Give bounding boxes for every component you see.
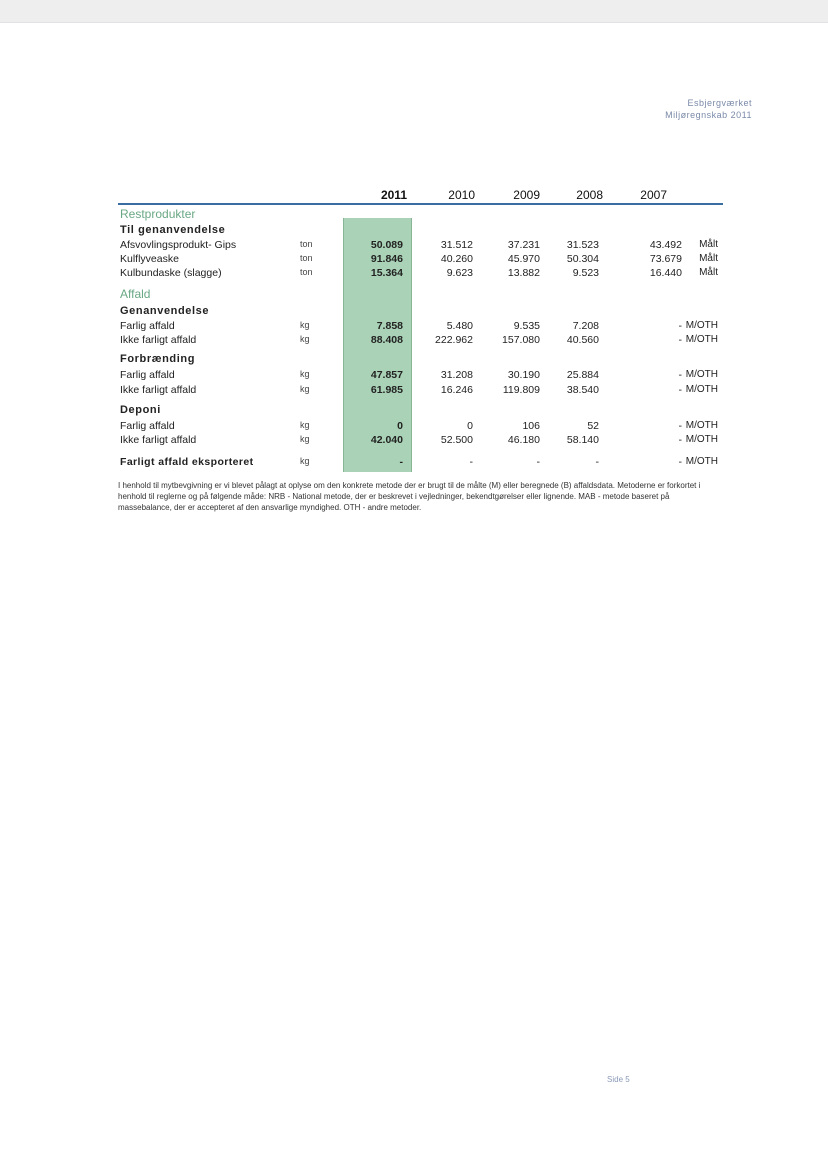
value-2007: - [678,420,682,432]
value-2008: 52 [587,420,599,432]
value-2009: 106 [522,420,540,432]
year-2008: 2008 [576,188,603,202]
value-2009: 9.535 [513,320,540,332]
value-2008: 25.884 [566,369,599,381]
value-2008: 58.140 [566,434,599,446]
value-2010: 31.208 [440,369,473,381]
row-label: Farlig affald [120,320,175,332]
value-2010: 40.260 [440,253,473,265]
value-2009: 119.809 [502,384,540,396]
row-label: Afsvovlingsprodukt- Gips [120,239,237,251]
value-2010: 0 [467,420,473,432]
value-2007: - [678,320,682,332]
value-2007: - [678,456,682,468]
value-2009: 46.180 [507,434,540,446]
value-2010: 5.480 [446,320,473,332]
row-method: M/OTH [685,320,718,331]
row-unit: kg [300,334,310,344]
section-affald: Affald [120,287,151,301]
value-2008: 50.304 [566,253,599,265]
value-2010: - [469,456,473,468]
value-2007: - [678,369,682,381]
value-2010: 222.962 [435,334,473,346]
value-2011: 15.364 [370,267,403,279]
row-unit: kg [300,320,310,330]
value-2011: 88.408 [370,334,403,346]
document-header [665,97,752,121]
scan-top-edge [0,0,828,23]
value-2008: 31.523 [566,239,599,251]
row-method: M/OTH [685,456,718,467]
value-2011: 47.857 [370,369,403,381]
value-2007: - [678,434,682,446]
table-row [0,434,828,447]
row-label: Ikke farligt affald [120,384,197,396]
table-row [0,456,828,469]
row-label: Farlig affald [120,369,175,381]
year-2007: 2007 [640,188,667,202]
year-2011: 2011 [380,188,407,202]
row-unit: kg [300,420,310,430]
value-2011: 0 [397,420,403,432]
value-2011: 50.089 [370,239,403,251]
value-2011: 61.985 [370,384,403,396]
value-2011: 42.040 [370,434,403,446]
row-unit: ton [300,253,313,263]
value-2010: 16.246 [440,384,473,396]
table-row [0,334,828,347]
section-restprodukter: Restprodukter [120,207,196,221]
row-unit: kg [300,384,310,394]
row-label: Kulbundaske (slagge) [120,267,222,279]
group-til-genanvendelse: Til genanvendelse [120,224,226,236]
row-method: M/OTH [685,420,718,431]
value-2007: 43.492 [649,239,682,251]
value-2009: 13.882 [507,267,540,279]
row-method: M/OTH [685,384,718,395]
value-2010: 9.623 [446,267,473,279]
row-label: Ikke farligt affald [120,334,197,346]
table-row [0,320,828,333]
group-forbraending: Forbrænding [120,353,196,365]
row-method: Målt [699,239,718,250]
value-2010: 31.512 [440,239,473,251]
value-2008: 9.523 [572,267,599,279]
row-method: M/OTH [685,334,718,345]
header-company: Esbjergværket [687,98,752,108]
value-2010: 52.500 [440,434,473,446]
value-2007: - [678,384,682,396]
table-row [0,420,828,433]
value-2009: 157.080 [502,334,540,346]
value-2011: - [399,456,403,468]
row-method: Målt [699,253,718,264]
value-2008: 7.208 [572,320,599,332]
row-method: M/OTH [685,434,718,445]
row-unit: kg [300,369,310,379]
year-2009: 2009 [513,188,540,202]
year-2010: 2010 [448,188,475,202]
page-number: Side 5 [607,1075,630,1084]
table-row [0,253,828,266]
table-row [0,384,828,397]
row-label: Farlig affald [120,420,175,432]
footnote: I henhold til mytbevgivning er vi blevet pålagt at oplyse om den konkrete metode der er brugt til de målte (M) eller beregnede (B) affaldsdata. Metoderne er forkortet i henhold til reglerne og på følgende måde: NRB - National metode, der er beskrevet i vejledninger, bekendtgørelser eller lignende. MAB - metode baseret på massebalance, der er accepteret af den ansvarlige myndighed. OTH - andre metoder. [118,481,701,512]
table-row [0,239,828,252]
group-deponi: Deponi [120,404,161,416]
table-row [0,369,828,382]
table-top-rule [118,203,723,205]
row-label: Kulflyveaske [120,253,179,265]
value-2009: - [536,456,540,468]
value-2009: 37.231 [507,239,540,251]
table-row [0,267,828,280]
row-method: M/OTH [685,369,718,380]
value-2008: 38.540 [566,384,599,396]
row-unit: ton [300,239,313,249]
value-2008: 40.560 [566,334,599,346]
value-2007: 16.440 [649,267,682,279]
row-unit: kg [300,434,310,444]
value-2007: 73.679 [649,253,682,265]
row-label: Farligt affald eksporteret [120,456,254,468]
value-2011: 7.858 [376,320,403,332]
value-2008: - [595,456,599,468]
row-label: Ikke farligt affald [120,434,197,446]
row-unit: ton [300,267,313,277]
header-report-title: Miljøregnskab 2011 [665,110,752,120]
value-2007: - [678,334,682,346]
row-method: Målt [699,267,718,278]
group-genanvendelse: Genanvendelse [120,305,210,317]
value-2011: 91.846 [370,253,403,265]
row-unit: kg [300,456,310,466]
value-2009: 45.970 [507,253,540,265]
value-2009: 30.190 [507,369,540,381]
